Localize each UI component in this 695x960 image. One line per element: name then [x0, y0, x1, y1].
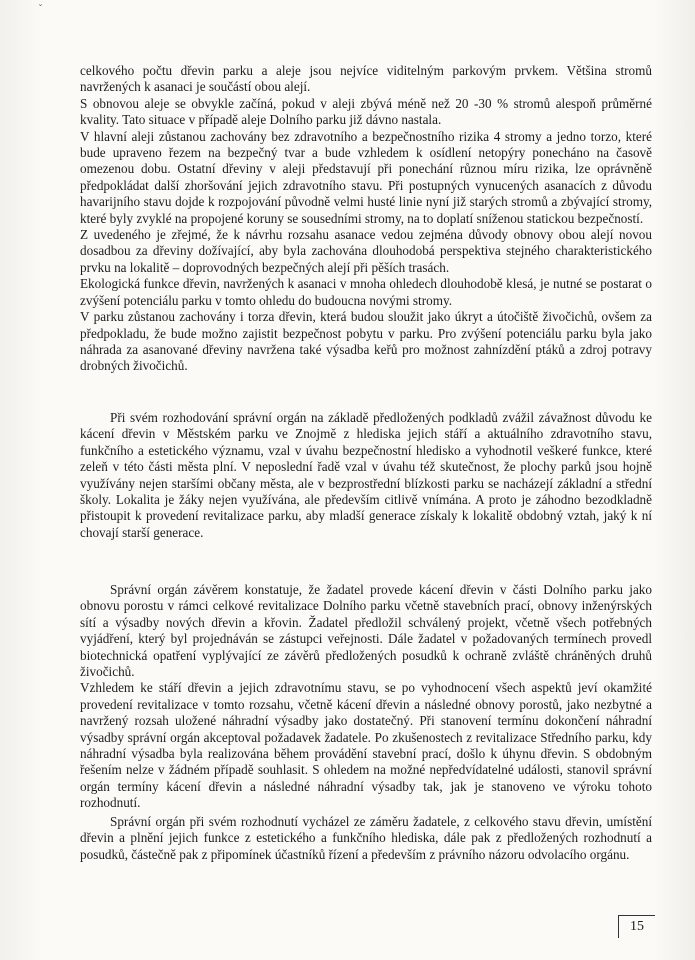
paragraph: Při svém rozhodování správní orgán na základě předložených podkladů zvážil závažnost důvodu ke kácení dřevin v Městském parku ve Znojmě z hlediska jejich stáří a aktuálního zdravotního stavu, funkčního a estetického významu, vzal v úvahu bezpečnostní hledisko a vyhodnotil veškeré funkce, které zeleň v této části města plní. V neposlední řadě vzal v úvahu též skutečnost, že plochy parků jsou hojně využívány nejen staršími občany města, ale v bezprostřední blízkosti parku se nacházejí základní a střední školy. Lokalita je žáky nejen využívána, ale především citlivě vnímána. A proto je záhodno bezodkladně přistoupit k provedení revitalizace parku, aby mladší generace získaly k lokalitě obdobný vztah, jaký k ní chovají starší generace. [80, 410, 652, 540]
page-number: 15 [618, 915, 655, 938]
paragraph: Ekologická funkce dřevin, navržených k asanaci v mnoha ohledech dlouhodobě klesá, je nutné se postarat o zvýšení potenciálu parku v tomto ohledu do budoucna novými stromy. [80, 276, 652, 308]
section-alej-renewal [80, 63, 652, 375]
paragraph: Z uvedeného je zřejmé, že k návrhu rozsahu asanace vedou zejména důvody obnovy obou alejí novou dosadbou za dřeviny dožívající, aby byla zachována dlouhodobá perspektiva stejného charakteristického prvku na lokalitě – doprovodných bezpečných alejí při pěších trasách. [80, 227, 652, 275]
scan-mark: ˇ [38, 4, 43, 15]
paragraph: S obnovou aleje se obvykle začíná, pokud v aleji zbývá méně než 20 -30 % stromů alespoň průměrné kvality. Tato situace v případě aleje Dolního parku již dávno nastala. [80, 95, 652, 128]
paragraph: Správní orgán závěrem konstatuje, že žadatel provede kácení dřevin v části Dolního parku jako obnovu porostu v rámci celkové revitalizace Dolního parku včetně stavebních prací, obnovy inženýrských sítí a výsadby nových dřevin a křovin. Žadatel předložil schválený projekt, včetně všech potřebných vyjádření, který byl projednáván se zástupci veřejnosti. Dále žadatel v požadovaných termínech provedl biotechnická opatření vyplývající ze závěrů předložených posudků k ochraně zvláště chráněných druhů živočichů. [80, 582, 652, 680]
paragraph: V hlavní aleji zůstanou zachovány bez zdravotního a bezpečnostního rizika 4 stromy a jedno torzo, které bude upraveno řezem na bezpečný tvar a bude vzhledem k osídlení netopýry ponecháno na časově omezenou dobu. Ostatní dřeviny v aleji představují při ponechání různou míru rizika, lze oprávněně předpokládat další zhoršování jejich zdravotního stavu. Při postupných vynucených asanacích z důvodu havarijního stavu dojde k rozpojování původně velmi husté linie nyní již starých stromů a zbývající stromy, které byly zvyklé na propojené koruny se sousedními stromy, na to doplatí sníženou statickou bezpečností. [80, 128, 652, 226]
section-conclusion [80, 582, 652, 812]
paragraph: Vzhledem ke stáří dřevin a jejich zdravotnímu stavu, se po vyhodnocení všech aspektů jeví okamžité provedení revitalizace v tomto rozsahu, včetně kácení dřevin a následné obnovy porostů, jako nezbytné a navržený rozsah uložené náhradní výsadby jako dostatečný. Při stanovení termínu dokončení náhradní výsadby správní orgán akceptoval požadavek žadatele. Po zkušenostech z revitalizace Středního parku, kdy náhradní výsadba byla realizována během provádění stavební prací, došlo k úhynu dřevin. S obdobným řešením nelze v žádném případě souhlasit. S ohledem na možné nepředvídatelné události, stanovil správní orgán termíny kácení dřevin a následné náhradní výsadby tak, jak je stanoveno ve výroku tohoto rozhodnutí. [80, 680, 652, 811]
section-basis-of-decision [80, 814, 652, 863]
paragraph: V parku zůstanou zachovány i torza dřevin, která budou sloužit jako úkryt a útočiště živočichů, ovšem za předpokladu, že bude možno zajistit bezpečnost pobytu v parku. Pro zvýšení potenciálu parku byla jako náhrada za asanované dřeviny navržena také výsadba keřů pro možnost zahnízdění ptáků a zdroj potravy drobných živočichů. [80, 309, 652, 374]
paragraph: Správní orgán při svém rozhodnutí vycházel ze záměru žadatele, z celkového stavu dřevin, umístění dřevin a plnění jejich funkce z estetického a funkčního hlediska, dále pak z předložených rozhodnutí a posudků, částečně pak z připomínek účastníků řízení a především z právního názoru odvolacího orgánu. [80, 814, 652, 862]
paragraph: celkového počtu dřevin parku a aleje jsou nejvíce viditelným parkovým prvkem. Většina stromů navržených k asanaci je součástí obou alejí. [80, 63, 652, 95]
section-decision-considerations [80, 410, 652, 541]
